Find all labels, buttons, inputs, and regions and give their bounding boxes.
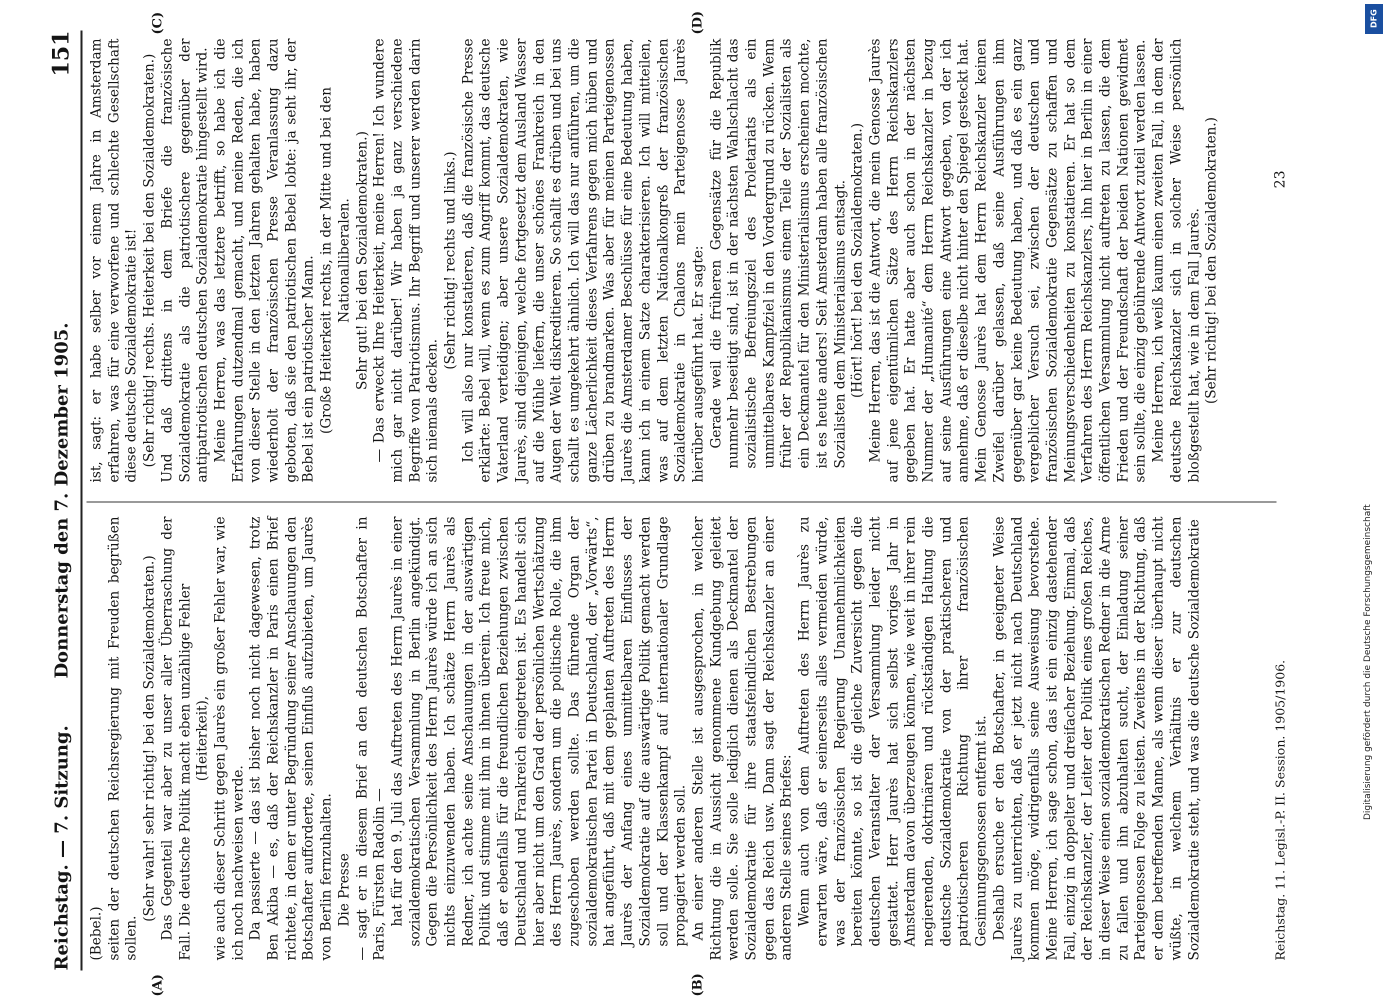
paragraph: Und daß drittens in dem Briefe die französische Sozialdemokratie als die patriotischere gegenüber der antipatriotischen deutschen Sozialdemokratie hingestellt wird. bbox=[158, 38, 211, 482]
marker-d: (D) bbox=[690, 10, 705, 34]
paragraph: Das Gegenteil war aber zu unser aller Überraschung der Fall. Die deutsche Politik macht eben unzählige Fehler bbox=[158, 516, 193, 960]
digitization-notice: Digitalisierung gefördert durch die Deutsche Forschungsgemeinschaft bbox=[1363, 504, 1373, 820]
quote: Wenn auch von dem Auftreten des Herrn Jaurès zu erwarten wäre, daß er seinerseits alles vermeiden würde, was der französischen Regierung Unannehmlichkeiten bereiten könnte, so ist die gleiche Zuversicht gegen die deutschen Veranstalter der Versammlung leider nicht gestattet. Herr Jaurès hat sich selbst voriges Jahr in Amsterdam davon überzeugen können, wie weit in ihrer rein negierenden, doktrinären und rückständigen Haltung die deutsche Sozialdemokratie von der praktischeren und patriotischeren Richtung ihrer französischen Gesinnungsgenossen entfernt ist. bbox=[796, 516, 990, 946]
paragraph: Deshalb ersuche er den Botschafter, in geeigneter Weise Jaurès zu unterrichten, daß er jetzt nicht nach Deutschland kommen möge, widrigenfalls seine Ausweisung bevorstehe. Meine Herren, ich sage schon, das ist ein einzig dastehender Fall, einzig in doppelter und dreifacher Beziehung. Einmal, daß der Reichskanzler, der Leiter der Politik eines großen Reiches, in dieser Weise einen sozialdemokratischen Redner in die Arme zu fallen und ihn abzuhalten sucht, der Einladung seiner Parteigenossen Folge zu leisten. Zweitens in der Richtung, daß er dem betreffenden Manne, als wenn dieser überhaupt nicht wüßte, in welchem Verhältnis er zur deutschen Sozialdemokratie steht, und was die deutsche Sozialdemokratie bbox=[990, 516, 1202, 960]
page-number: 151 bbox=[48, 30, 74, 76]
speaker-label: (Bebel.) bbox=[88, 905, 104, 960]
paragraph: Meine Herren, was das letztere betrifft, so habe ich die Erfahrungen dutzendmal gemacht, und meine Reden, die ich von dieser Stelle in den letzten Jahren gehalten habe, haben wiederholt der französischen Presse Veranlassung dazu geboten, daß sie den patriotischen Bebel lobte: ja seht ihr, der Bebel ist ein patriotischer Mann. bbox=[211, 38, 317, 482]
interjection: (Heiterkeit), bbox=[194, 695, 211, 781]
paragraph: Meine Herren, ich weiß kaum einen zweiten Fall, in dem der deutsche Reichskanzler sich in solcher Weise persönlich bloßgestellt hat, wie in dem Fall Jaurès. bbox=[1150, 38, 1202, 482]
paragraph: ist, sagt: er habe selber vor einem Jahre in Amsterdam erfahren, was für eine verworfene und schlechte Gesellschaft diese deutsche Sozialdemokratie ist! bbox=[88, 38, 140, 482]
interjection: (Sehr richtig! rechts. Heiterkeit bei den Sozialdemokraten.) bbox=[141, 53, 158, 467]
interjection: (Sehr wahr! sehr richtig! bei den Sozialdemokraten.) bbox=[141, 554, 158, 922]
column-divider bbox=[86, 501, 1276, 502]
quote: Gerade weil die früheren Gegensätze für die Republik nunmehr beseitigt sind, ist in der nächsten Wahlschlacht das sozialistische Befreiungsziel des Proletariats als ein unmittelbares Kampfziel in den Vordergrund zu rücken. Wenn früher der Republikanismus einem Teile der Sozialisten als ein Deckmantel für den Ministerialismus erscheinen mochte, ist es heute anders! Seit Amsterdam haben alle französischen Sozialisten dem Ministerialismus entsagt. bbox=[707, 38, 848, 468]
paragraph: wie auch dieser Schritt gegen Jaurès ein großer Fehler war, wie ich noch nachweisen werde. bbox=[211, 516, 246, 960]
interjection: (Sehr richtig! bei den Sozialdemokraten.) bbox=[1203, 116, 1220, 404]
sheet-signature: 23 bbox=[1272, 170, 1288, 188]
marker-a: (A) bbox=[150, 973, 165, 996]
page-footer: Reichstag. 11. Legisl.-P. II. Session. 1905/1906. bbox=[1272, 659, 1287, 960]
interjection: Sehr gut! bei den Sozialdemokraten.) bbox=[353, 130, 370, 390]
paragraph: An einer anderen Stelle ist ausgesprochen, in welcher Richtung die in Aussicht genommene Kundgebung geleitet werden solle. Sie solle lediglich dienen als Deckmantel der Sozialdemokratie für ihre staatsfeindlichen Bestrebungen gegen das Reich usw. Dann sagt der Reichskanzler an einer anderen Stelle seines Briefes: bbox=[689, 516, 795, 960]
header-date: Donnerstag den 7. Dezember 1905. bbox=[51, 321, 72, 679]
page-header bbox=[40, 30, 82, 970]
paragraph: Da passierte — das ist bisher noch nicht dagewesen, trotz Ben Akiba — es, daß der Reichskanzler in Paris einen Brief richtete, in dem er unter Begründung seiner Anschauungen den Botschafter aufforderte, seinen Einfluß aufzubieten, um Jaurès von Berlin fernzuhalten. bbox=[247, 516, 335, 960]
paragraph: seiten der deutschen Reichsregierung mit Freuden begrüßen sollen. bbox=[105, 516, 140, 960]
quote: hat für den 9. Juli das Auftreten des Herrn Jaurès in einer sozialdemokratischen Versammlung in Berlin angekündigt. Gegen die Persönlichkeit des Herrn Jaurès würde ich an sich nichts einzuwenden haben. Ich schätze Herrn Jaurès als Redner, ich achte seine Anschauungen in der auswärtigen Politik und stimme mit ihm in ihnen überein. Ich freue mich, daß er ebenfalls für die freundlichen Beziehungen zwischen Deutschland und Frankreich eingetreten ist. Es handelt sich hier aber nicht um den Grad der persönlichen Wertschätzung des Herrn Jaurès, sondern um die politische Rolle, die ihm zugeschoben werden sollte. Das führende Organ der sozialdemokratischen Partei in Deutschland, der „Vorwärts“, hat angeführt, daß mit dem geplanten Auftreten des Herrn Jaurès der Anfang eines unmittelbaren Einflusses der Sozialdemokratie auf die auswärtige Politik gemacht werden soll und der Klassenkampf auf internationaler Grundlage propagiert werden soll. bbox=[388, 516, 689, 946]
marker-b: (B) bbox=[690, 972, 705, 996]
interjection: (Sehr richtig! rechts und links.) bbox=[442, 150, 459, 370]
right-column bbox=[88, 38, 1221, 482]
paragraph: Meine Herren, das ist die Antwort, die mein Genosse Jaurès auf jene eigentümlichen Sätze des Herrn Reichskanzlers gegeben hat. Er hatte aber auch schon in der nächsten Nummer der „Humanité“ dem Herrn Reichskanzler in bezug auf seine Ausführungen eine Antwort gegeben, von der ich annehme, daß er dieselbe nicht hinter den Spiegel gesteckt hat. Mein Genosse Jaurès hat dem Herrn Reichskanzler keinen Zweifel darüber gelassen, daß seine Ausführungen ihm gegenüber gar keine Bedeutung haben, und daß es ein ganz vergeblicher Versuch sei, zwischen der deutschen und französischen Sozialdemokratie Gegensätze zu schaffen und Meinungsverschiedenheiten zu konstatieren. Er hat so dem Verfahren des Herrn Reichskanzlers, ihn hier in Berlin in einer öffentlichen Versammlung nicht auftreten zu lassen, die dem Frieden und der Freundschaft der beiden Nationen gewidmet sein sollte, die einzig gebührende Antwort zuteil werden lassen. bbox=[866, 38, 1149, 482]
paragraph: — Das erweckt Ihre Heiterkeit, meine Herren! Ich wundere mich gar nicht darüber! Wir haben ja ganz verschiedene Begriffe von Patriotismus. Ihr Begriff und unserer werden darin sich niemals decken. bbox=[371, 38, 441, 482]
header-left: Reichstag. — 7. Sitzung. bbox=[51, 724, 72, 970]
quote: Die Presse bbox=[335, 852, 352, 926]
interjection: (Große Heiterkeit rechts, in der Mitte und bei den Nationalliberalen. bbox=[318, 86, 352, 434]
interjection: (Hört! hört! bei den Sozialdemokraten.) bbox=[849, 122, 866, 398]
dfg-logo: DFG bbox=[1365, 4, 1383, 34]
paragraph: — sagt er in diesem Brief an den deutschen Botschafter in Paris, Fürsten Radolin — bbox=[353, 516, 388, 960]
marker-c: (C) bbox=[150, 11, 165, 34]
paragraph: Ich will also nur konstatieren, daß die französische Presse erklärte: Bebel will, wenn es zum Angriff kommt, das deutsche Vaterland verteidigen; aber unsere Sozialdemokraten, wie Jaurès, sind diejenigen, welche fortgesetzt dem Ausland Wasser auf die Mühle liefern, die unser schönes Frankreich in den Augen der Welt diskreditieren. So schallt es drüben und bei uns schallt es umgekehrt ähnlich. Ich will das nur anführen, um die ganze Lächerlichkeit dieses Verfahrens gegen mich hüben und drüben zu brandmarken. Was aber für meinen Parteigenossen Jaurès die Amsterdamer Beschlüsse für eine Bedeutung haben, kann ich in einem Satze charakterisieren. Ich will mitteilen, was auf dem letzten Nationalkongreß der französischen Sozialdemokratie in Chalons mein Parteigenosse Jaurès hierüber ausgeführt hat. Er sagte: bbox=[459, 38, 706, 482]
left-column bbox=[88, 516, 1203, 960]
